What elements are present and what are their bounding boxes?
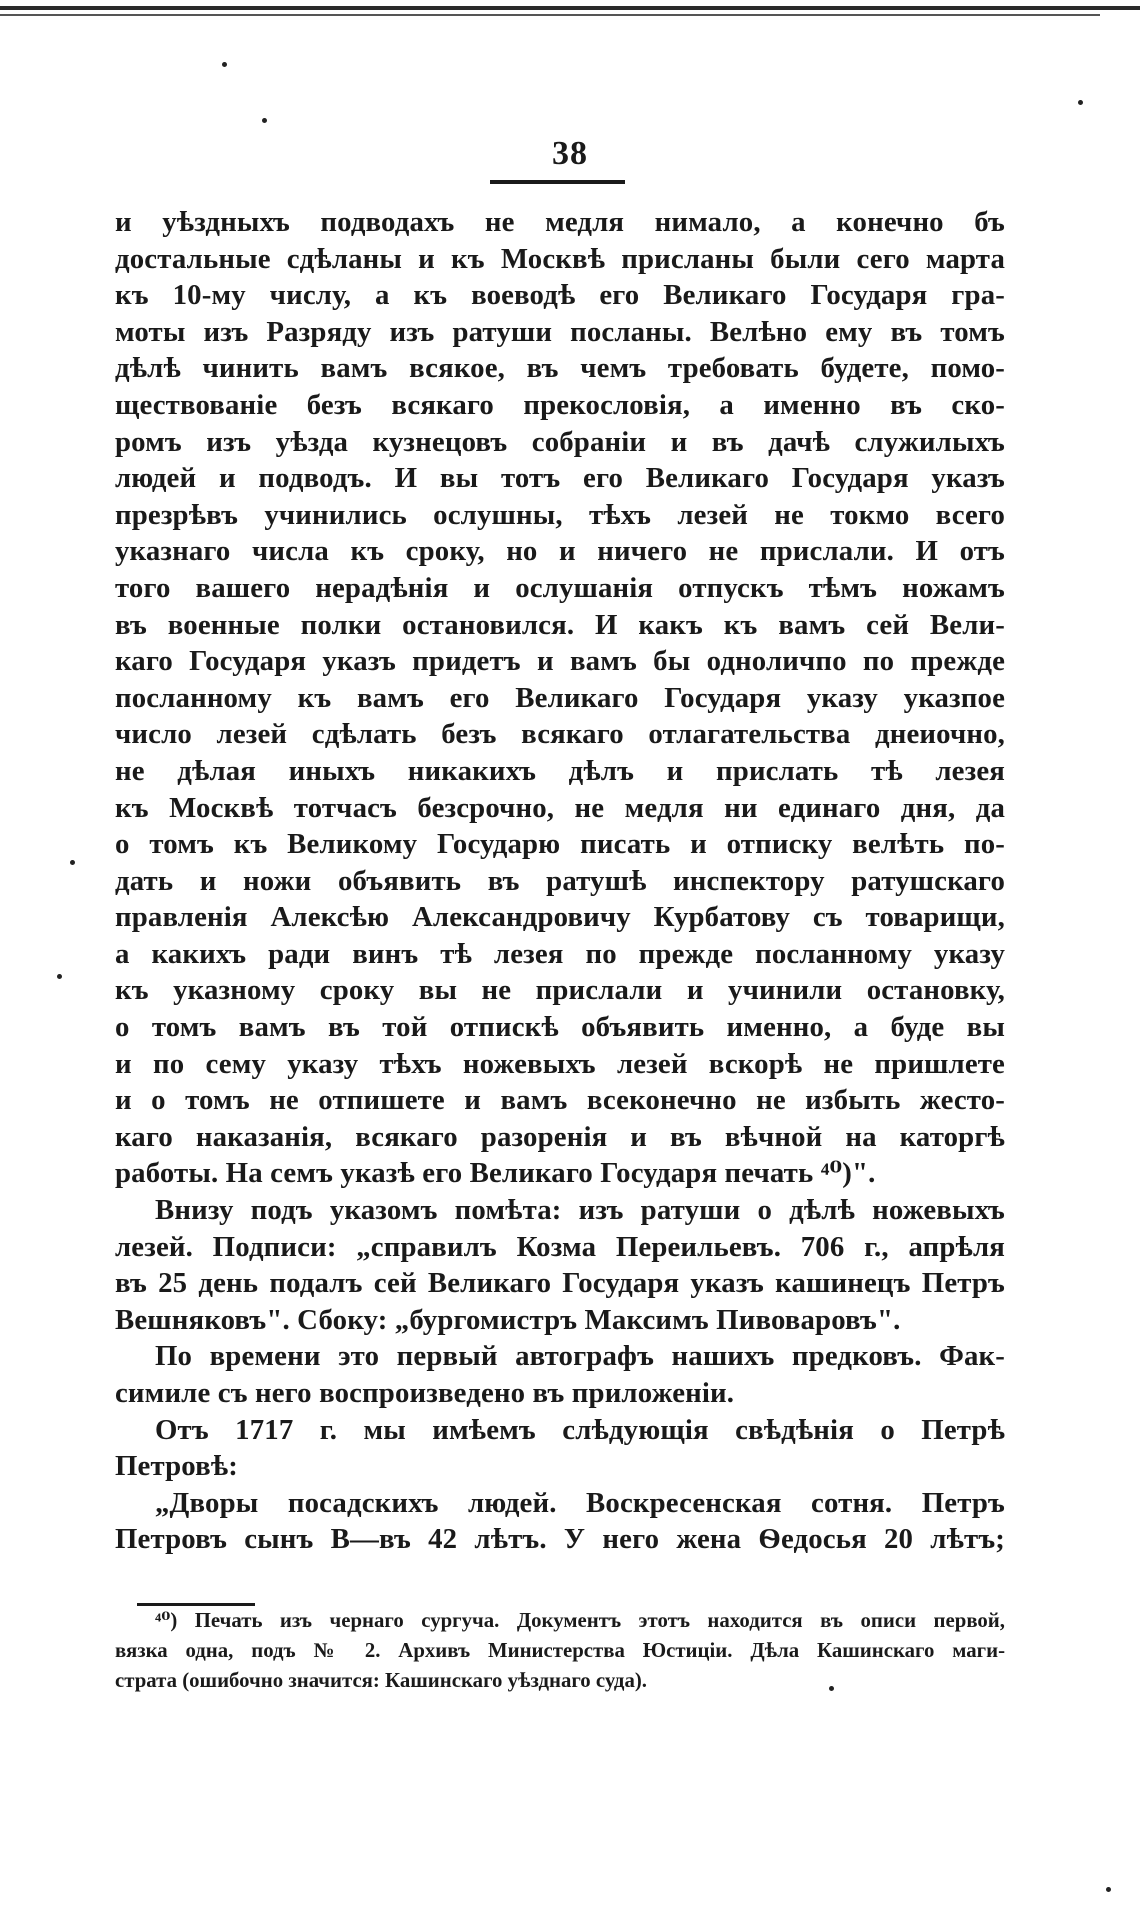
text-line: того вашего нерадѣнія и ослушанія отпускъ тѣмъ ножамъ — [115, 571, 1005, 604]
text-line: посланному къ вамъ его Великаго Государя указу указпое — [115, 681, 1005, 714]
ink-speck — [829, 1686, 834, 1691]
text-line: людей и подводъ. И вы тотъ его Великаго Государя указъ — [115, 462, 1005, 495]
text-line: работы. На семъ указѣ его Великаго Государя печать ⁴⁰)". — [115, 1157, 876, 1190]
ink-speck — [1078, 100, 1083, 105]
text-line: каго Государя указъ придетъ и вамъ бы одноличпо по прежде — [115, 645, 1005, 678]
text-line: и о томъ не отпишете и вамъ всеконечно не избыть жесто- — [115, 1084, 1005, 1117]
text-line: дать и ножи объявить въ ратушѣ инспектору ратушскаго — [115, 864, 1005, 897]
text-line: Внизу подъ указомъ помѣта: изъ ратуши о дѣлѣ ножевыхъ — [155, 1194, 1005, 1227]
text-line: къ Москвѣ тотчасъ безсрочно, не медля ни единаго дня, да — [115, 791, 1005, 824]
body-text — [115, 204, 1005, 1558]
text-line: въ военные полки остановился. И какъ къ вамъ сей Вели- — [115, 608, 1005, 641]
text-line: о томъ вамъ въ той отпискѣ объявить именно, а буде вы — [115, 1011, 1005, 1044]
footnote — [115, 1606, 1005, 1696]
text-line: правленія Алексѣю Александровичу Курбатову съ товарищи, — [115, 901, 1005, 934]
text-line: Петровъ сынъ В—въ 42 лѣтъ. У него жена Ѳедосья 20 лѣтъ; — [115, 1523, 1005, 1556]
text-line: достальные сдѣланы и къ Москвѣ присланы были сего марта — [115, 242, 1005, 275]
text-line: къ 10-му числу, а къ воеводѣ его Великаго Государя гра- — [115, 279, 1005, 312]
text-line: лезей. Подписи: „справилъ Козма Переильевъ. 706 г., апрѣля — [115, 1230, 1005, 1263]
text-line: не дѣлая иныхъ никакихъ дѣлъ и прислать тѣ лезея — [115, 754, 1005, 787]
top-border-rule — [0, 6, 1140, 10]
text-line: „Дворы посадскихъ людей. Воскресенская сотня. Петръ — [155, 1486, 1005, 1519]
ink-speck — [1106, 1887, 1111, 1892]
text-line: Петровѣ: — [115, 1450, 238, 1483]
top-border-rule-thin — [0, 14, 1100, 16]
text-line: указнаго числа къ сроку, но и ничего не прислали. И отъ — [115, 535, 1005, 568]
page-number: 38 — [552, 135, 588, 172]
footnote-line: страта (ошибочно значится: Кашинскаго уѣзднаго суда). — [115, 1669, 647, 1692]
ink-speck — [70, 860, 75, 865]
text-line: о томъ къ Великому Государю писать и отписку велѣть по- — [115, 828, 1005, 861]
text-line: дѣлѣ чинить вамъ всякое, въ чемъ требовать будете, помо- — [115, 352, 1005, 385]
text-line: число лезей сдѣлать безъ всякаго отлагательства днеиочно, — [115, 718, 1005, 751]
text-line: а какихъ ради винъ тѣ лезея по прежде посланному указу — [115, 937, 1005, 970]
text-line: къ указному сроку вы не прислали и учинили остановку, — [115, 974, 1005, 1007]
text-line: презрѣвъ учинились ослушны, тѣхъ лезей не токмо всего — [115, 498, 1005, 531]
text-line: ществованіе безъ всякаго прекословія, а именно въ ско- — [115, 388, 1005, 421]
footnote-line: вязка одна, подъ № 2. Архивъ Министерства Юстиціи. Дѣла Кашинскаго маги- — [115, 1639, 1005, 1662]
text-line: симиле съ него воспроизведено въ приложеніи. — [115, 1377, 735, 1409]
text-line: моты изъ Разряду изъ ратуши посланы. Велѣно ему въ томъ — [115, 315, 1005, 348]
text-line: каго наказанія, всякаго разоренія и въ вѣчной на каторгѣ — [115, 1120, 1005, 1153]
footnote-line: ⁴⁰) Печать изъ чернаго сургуча. Документъ этотъ находится въ описи первой, — [155, 1609, 1005, 1632]
ink-speck — [262, 118, 267, 123]
ink-speck — [222, 62, 227, 67]
text-line: Отъ 1717 г. мы имѣемъ слѣдующія свѣдѣнія о Петрѣ — [155, 1413, 1005, 1446]
text-line: и по сему указу тѣхъ ножевыхъ лезей вскорѣ не пришлете — [115, 1047, 1005, 1080]
text-line: По времени это первый автографъ нашихъ предковъ. Фак- — [155, 1340, 1005, 1373]
text-line: ромъ изъ уѣзда кузнецовъ собраніи и въ дачѣ служилыхъ — [115, 425, 1005, 458]
ink-speck — [57, 974, 62, 979]
text-line: и уѣздныхъ подводахъ не медля нимало, а конечно бъ — [115, 206, 1005, 238]
text-line: въ 25 день подалъ сей Великаго Государя указъ кашинецъ Петръ — [115, 1267, 1005, 1300]
text-line: Вешняковъ". Сбоку: „бургомистръ Максимъ Пивоваровъ". — [115, 1303, 901, 1336]
page-number-rule — [490, 180, 625, 184]
